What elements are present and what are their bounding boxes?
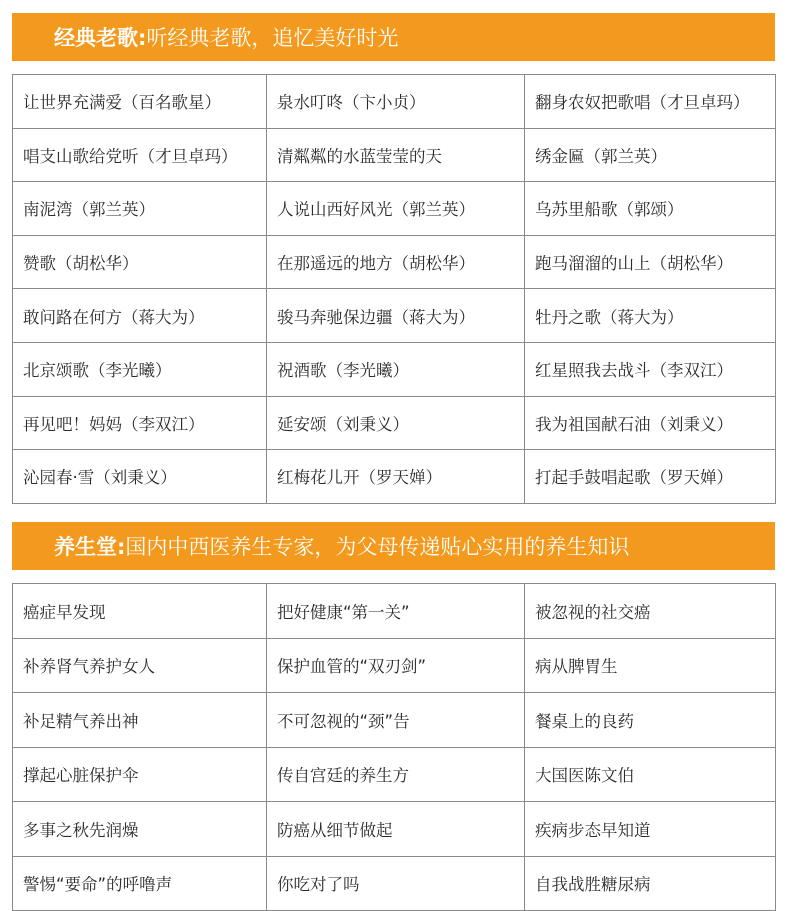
song-item[interactable]: 我为祖国献石油（刘秉义）: [525, 396, 776, 450]
table-row: [13, 128, 776, 182]
song-item[interactable]: 沁园春·雪（刘秉义）: [13, 450, 267, 504]
classic-songs-header: [12, 13, 775, 61]
health-hall-table: [12, 583, 776, 911]
table-row: [13, 235, 776, 289]
episode-item[interactable]: 自我战胜糖尿病: [525, 856, 776, 911]
table-row: [13, 693, 776, 748]
table-row: [13, 342, 776, 396]
episode-item[interactable]: 你吃对了吗: [267, 856, 525, 911]
song-item[interactable]: 清粼粼的水蓝莹莹的天: [267, 128, 525, 182]
song-item[interactable]: 打起手鼓唱起歌（罗天婵）: [525, 450, 776, 504]
health-hall-description: 国内中西医养生专家，为父母传递贴心实用的养生知识: [125, 535, 630, 559]
episode-item[interactable]: 传自宫廷的养生方: [267, 747, 525, 802]
episode-item[interactable]: 补足精气养出神: [13, 693, 267, 748]
song-item[interactable]: 赞歌（胡松华）: [13, 235, 267, 289]
song-item[interactable]: 绣金匾（郭兰英）: [525, 128, 776, 182]
episode-item[interactable]: 防癌从细节做起: [267, 802, 525, 857]
song-item[interactable]: 敢问路在何方（蒋大为）: [13, 289, 267, 343]
episode-item[interactable]: 癌症早发现: [13, 584, 267, 639]
song-item[interactable]: 在那遥远的地方（胡松华）: [267, 235, 525, 289]
health-hall-title: 养生堂:: [54, 535, 126, 559]
song-item[interactable]: 泉水叮咚（卞小贞）: [267, 75, 525, 129]
song-item[interactable]: 再见吧！妈妈（李双江）: [13, 396, 267, 450]
episode-item[interactable]: 保护血管的“双刃剑”: [267, 638, 525, 693]
table-row: [13, 289, 776, 343]
health-hall-header: [12, 522, 775, 570]
song-item[interactable]: 让世界充满爱（百名歌星）: [13, 75, 267, 129]
episode-item[interactable]: 警惕“要命”的呼噜声: [13, 856, 267, 911]
song-item[interactable]: 翻身农奴把歌唱（才旦卓玛）: [525, 75, 776, 129]
song-item[interactable]: 牡丹之歌（蒋大为）: [525, 289, 776, 343]
classic-songs-table: [12, 74, 776, 504]
song-item[interactable]: 红梅花儿开（罗天婵）: [267, 450, 525, 504]
song-item[interactable]: 乌苏里船歌（郭颂）: [525, 182, 776, 236]
table-row: [13, 182, 776, 236]
table-row: [13, 638, 776, 693]
classic-songs-description: 听经典老歌，追忆美好时光: [146, 26, 399, 50]
episode-item[interactable]: 餐桌上的良药: [525, 693, 776, 748]
episode-item[interactable]: 把好健康“第一关”: [267, 584, 525, 639]
episode-item[interactable]: 撑起心脏保护伞: [13, 747, 267, 802]
song-item[interactable]: 骏马奔驰保边疆（蒋大为）: [267, 289, 525, 343]
table-row: [13, 450, 776, 504]
episode-item[interactable]: 多事之秋先润燥: [13, 802, 267, 857]
episode-item[interactable]: 补养肾气养护女人: [13, 638, 267, 693]
song-item[interactable]: 红星照我去战斗（李双江）: [525, 342, 776, 396]
song-item[interactable]: 跑马溜溜的山上（胡松华）: [525, 235, 776, 289]
song-item[interactable]: 人说山西好风光（郭兰英）: [267, 182, 525, 236]
episode-item[interactable]: 疾病步态早知道: [525, 802, 776, 857]
song-item[interactable]: 北京颂歌（李光曦）: [13, 342, 267, 396]
episode-item[interactable]: 不可忽视的“颈”告: [267, 693, 525, 748]
song-item[interactable]: 祝酒歌（李光曦）: [267, 342, 525, 396]
table-row: [13, 584, 776, 639]
table-row: [13, 747, 776, 802]
table-row: [13, 75, 776, 129]
table-row: [13, 856, 776, 911]
episode-item[interactable]: 病从脾胃生: [525, 638, 776, 693]
table-row: [13, 396, 776, 450]
song-item[interactable]: 唱支山歌给党听（才旦卓玛）: [13, 128, 267, 182]
table-row: [13, 802, 776, 857]
classic-songs-title: 经典老歌:: [54, 26, 147, 50]
episode-item[interactable]: 大国医陈文伯: [525, 747, 776, 802]
song-item[interactable]: 延安颂（刘秉义）: [267, 396, 525, 450]
song-item[interactable]: 南泥湾（郭兰英）: [13, 182, 267, 236]
episode-item[interactable]: 被忽视的社交癌: [525, 584, 776, 639]
